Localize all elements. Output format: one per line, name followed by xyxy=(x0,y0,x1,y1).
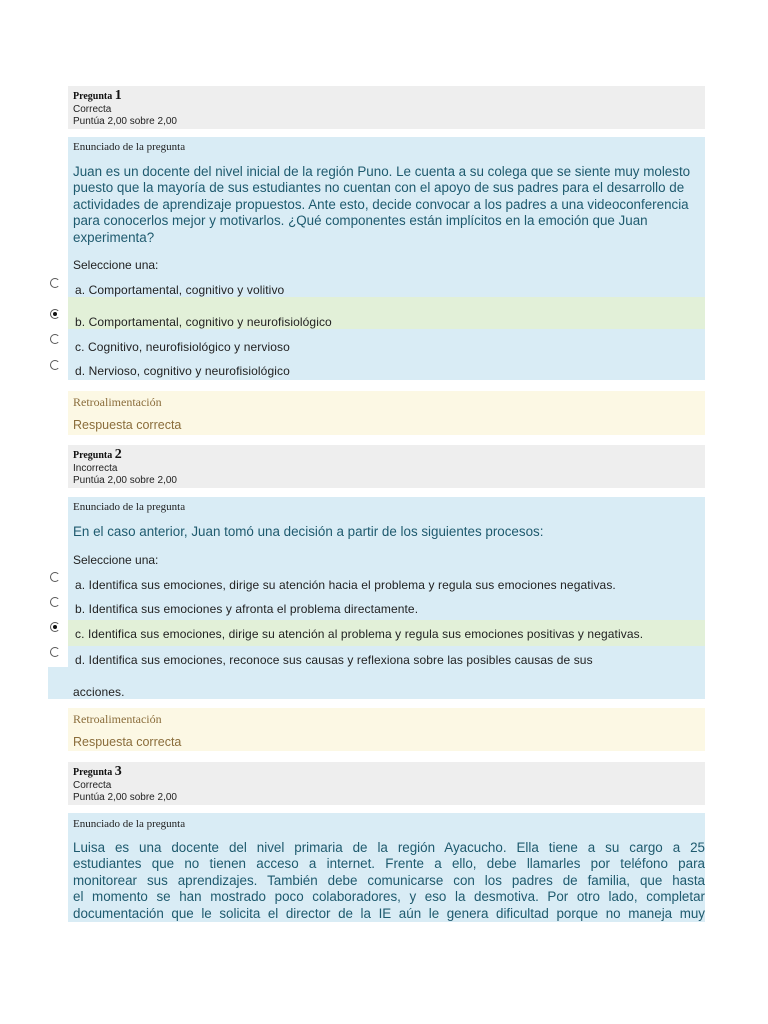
question-2-feedback xyxy=(68,708,705,751)
question-2-statement-label: Enunciado de la pregunta xyxy=(73,501,186,513)
option-2b-label[interactable]: b. Identifica sus emociones y afronta el problema directamente. xyxy=(75,602,419,616)
option-2c-radio[interactable] xyxy=(50,622,60,632)
option-1d-radio[interactable] xyxy=(50,360,60,370)
option-1b-radio[interactable] xyxy=(50,309,60,319)
question-2-feedback-text: Respuesta correcta xyxy=(73,735,182,749)
option-1d-label[interactable]: d. Nervioso, cognitivo y neurofisiológico xyxy=(75,364,290,378)
question-3-text xyxy=(73,840,705,922)
question-3-number: Pregunta 3 xyxy=(73,764,122,779)
question-3-text-line: estudiantes que no tienen acceso a internet. Frente a ello, debe llamarles por teléfono para xyxy=(73,856,705,872)
option-2d-radio[interactable] xyxy=(50,647,60,657)
option-2d-label-continued[interactable]: acciones. xyxy=(73,685,125,699)
option-1c-label[interactable]: c. Cognitivo, neurofisiológico y nervioso xyxy=(75,340,290,354)
question-1-score: Puntúa 2,00 sobre 2,00 xyxy=(73,116,177,127)
question-2-feedback-label: Retroalimentación xyxy=(73,712,162,726)
question-1-select-label: Seleccione una: xyxy=(73,258,159,272)
question-3-text-line: documentación que le solicita el director de la IE aún le genera dificultad porque no maneja muy xyxy=(73,905,705,921)
question-3-info xyxy=(68,762,705,805)
question-1-feedback-text: Respuesta correcta xyxy=(73,418,182,432)
question-2-info xyxy=(68,445,705,488)
question-2-text: En el caso anterior, Juan tomó una decisión a partir de los siguientes procesos: xyxy=(73,524,544,539)
question-1-statement-label: Enunciado de la pregunta xyxy=(73,141,186,153)
question-2-select-label: Seleccione una: xyxy=(73,553,159,567)
question-1-status: Correcta xyxy=(73,104,112,115)
option-1a-radio[interactable] xyxy=(50,278,60,288)
question-1-feedback xyxy=(68,391,705,435)
option-2b-radio[interactable] xyxy=(50,597,60,607)
question-1-number: Pregunta 1 xyxy=(73,88,122,103)
question-1-text: Juan es un docente del nivel inicial de la región Puno. Le cuenta a su colega que se siente muy molesto puesto que la mayoría de sus estudiantes no cuentan con el apoyo de sus padres para el desarrollo de actividades de aprendizaje propuestos. Ante esto, decide convocar a los padres a una videoconferencia para conocerlos mejor y motivarlos. ¿Qué componentes están implícitos en la emoción que Juan experimenta? xyxy=(73,164,691,245)
question-2-number: Pregunta 2 xyxy=(73,447,122,462)
question-2-content-ext xyxy=(48,667,68,699)
question-3-score: Puntúa 2,00 sobre 2,00 xyxy=(73,792,177,803)
question-1-info xyxy=(68,86,705,129)
question-3-status: Correcta xyxy=(73,780,112,791)
question-3-statement-label: Enunciado de la pregunta xyxy=(73,818,186,830)
option-1b-label[interactable]: b. Comportamental, cognitivo y neurofisiológico xyxy=(75,315,332,329)
question-2-score: Puntúa 2,00 sobre 2,00 xyxy=(73,475,177,486)
option-2a-radio[interactable] xyxy=(50,572,60,582)
question-1-feedback-label: Retroalimentación xyxy=(73,395,162,409)
option-2d-label[interactable]: d. Identifica sus emociones, reconoce sus causas y reflexiona sobre las posibles causas de sus xyxy=(75,653,593,667)
option-2a-label[interactable]: a. Identifica sus emociones, dirige su atención hacia el problema y regula sus emociones negativas. xyxy=(75,578,616,592)
option-1a-label[interactable]: a. Comportamental, cognitivo y volitivo xyxy=(75,283,285,297)
option-2c-label[interactable]: c. Identifica sus emociones, dirige su atención al problema y regula sus emociones positivas y negativas. xyxy=(75,627,644,641)
option-1c-radio[interactable] xyxy=(50,334,60,344)
question-3-text-line: monitorear sus aprendizajes. También debe comunicarse con los padres de familia, que hasta xyxy=(73,872,705,888)
question-3-text-line: Luisa es una docente del nivel primaria de la región Ayacucho. Ella tiene a su cargo a 25 xyxy=(73,840,705,855)
question-2-status: Incorrecta xyxy=(73,463,118,474)
question-3-text-line: el momento se han mostrado poco colaboradores, y eso la desmotiva. Por otro lado, completar xyxy=(73,889,705,905)
